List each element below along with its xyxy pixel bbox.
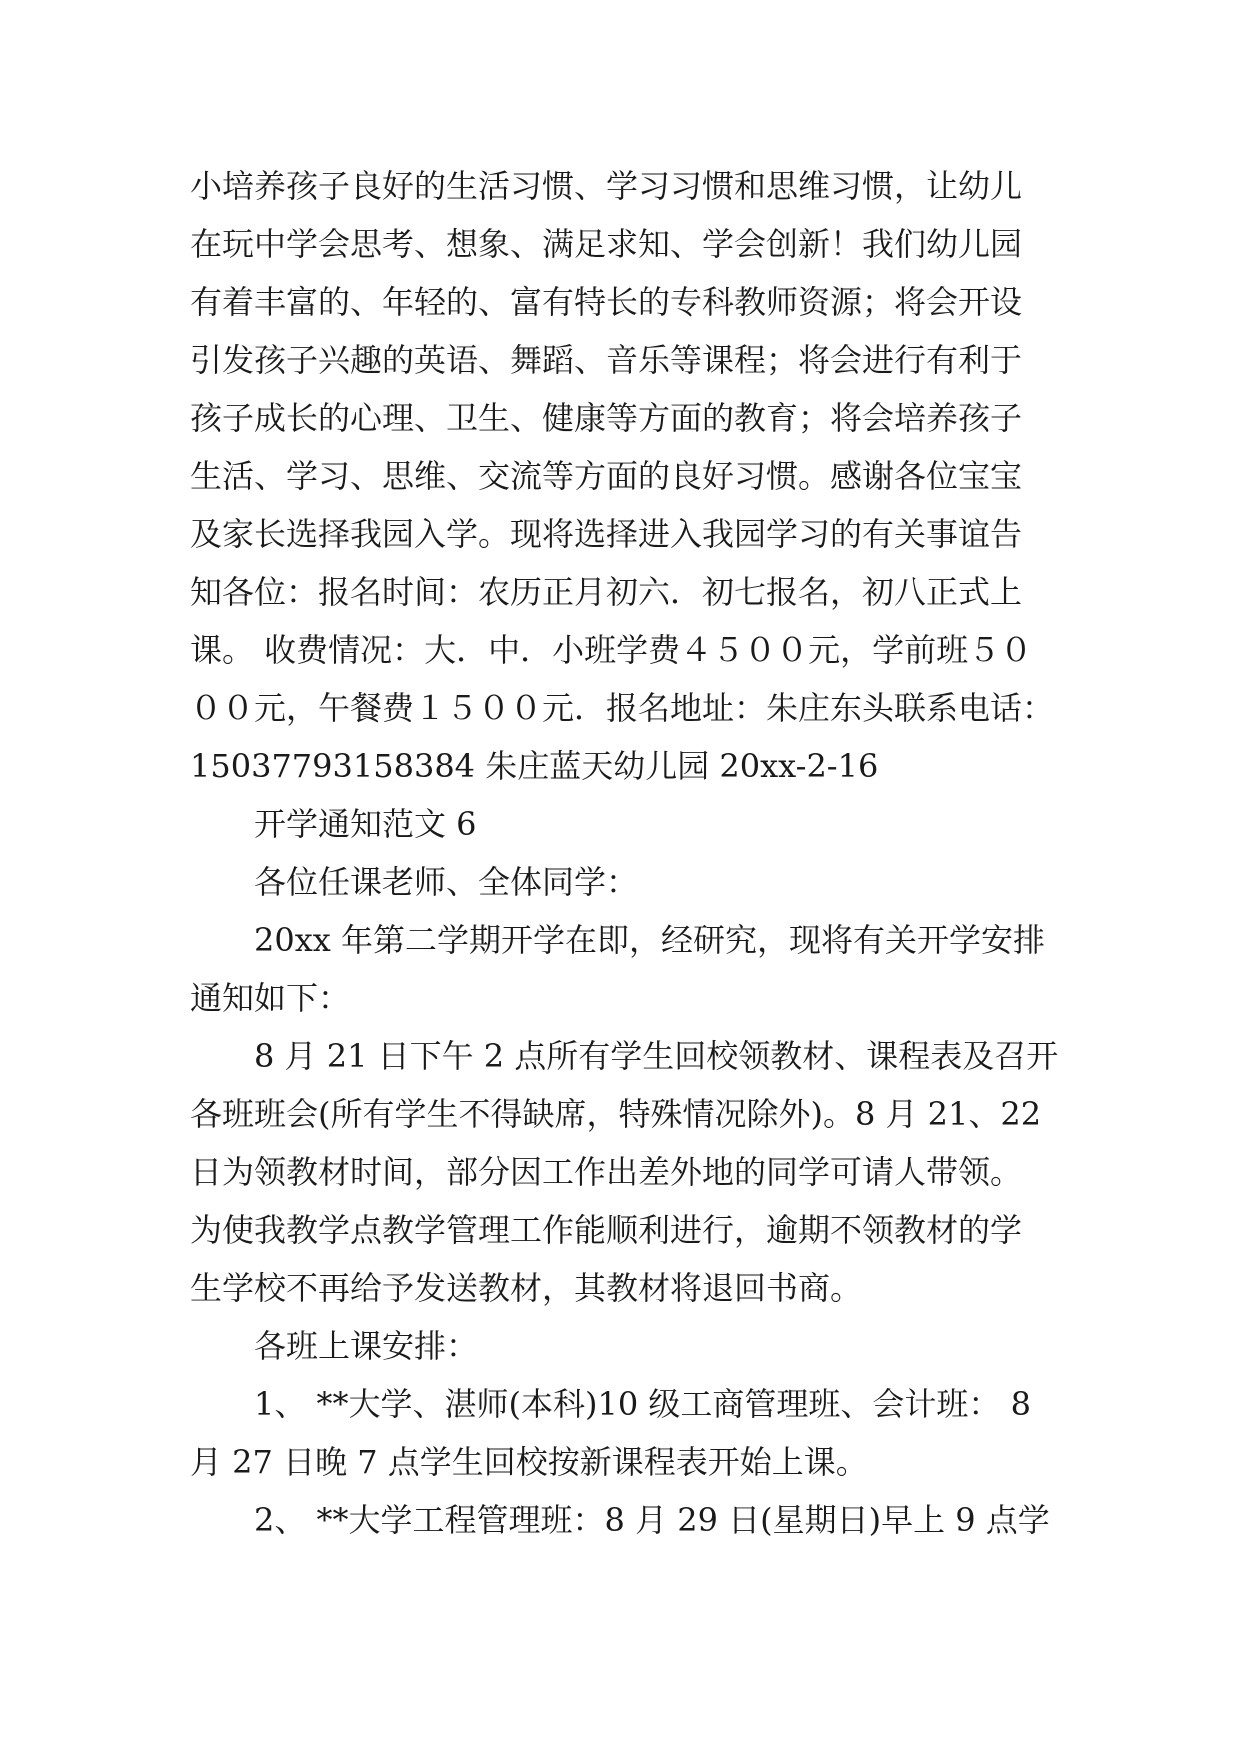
paragraph-line: 在玩中学会思考、想象、满足求知、学会创新！我们幼儿园	[190, 225, 1023, 263]
list-item: 1、 **大学、湛师(本科)10 级工商管理班、会计班： 8	[254, 1385, 1031, 1423]
list-item: 2、 **大学工程管理班：8 月 29 日(星期日)早上 9 点学	[254, 1501, 1050, 1539]
paragraph-line: 有着丰富的、年轻的、富有特长的专科教师资源；将会开设	[190, 283, 1023, 321]
paragraph-line: 生活、学习、思维、交流等方面的良好习惯。感谢各位宝宝	[190, 457, 1023, 495]
paragraph-line: 生学校不再给予发送教材，其教材将退回书商。	[190, 1269, 863, 1307]
paragraph-line: 8 月 21 日下午 2 点所有学生回校领教材、课程表及召开	[254, 1037, 1059, 1075]
list-item-continuation: 月 27 日晚 7 点学生回校按新课程表开始上课。	[190, 1443, 868, 1481]
paragraph-line: ００元，午餐费１５００元．报名地址：朱庄东头联系电话：	[190, 689, 1055, 727]
salutation: 各位任课老师、全体同学：	[254, 863, 639, 901]
paragraph-line: 及家长选择我园入学。现将选择进入我园学习的有关事谊告	[190, 515, 1023, 553]
paragraph-line: 通知如下：	[190, 979, 351, 1017]
paragraph-line: 日为领教材时间，部分因工作出差外地的同学可请人带领。	[190, 1153, 1023, 1191]
paragraph-line: 各班班会(所有学生不得缺席，特殊情况除外)。8 月 21、22	[190, 1095, 1042, 1133]
subheading: 各班上课安排：	[254, 1327, 479, 1365]
paragraph-line: 为使我教学点教学管理工作能顺利进行，逾期不领教材的学	[190, 1211, 1023, 1249]
paragraph-line: 课。 收费情况：大．中．小班学费４５００元，学前班５０	[190, 631, 1033, 669]
paragraph-line: 知各位：报名时间：农历正月初六．初七报名，初八正式上	[190, 573, 1023, 611]
paragraph-line: 15037793158384 朱庄蓝天幼儿园 20xx-2-16	[190, 747, 879, 785]
paragraph-line: 引发孩子兴趣的英语、舞蹈、音乐等课程；将会进行有利于	[190, 341, 1023, 379]
paragraph-line: 小培养孩子良好的生活习惯、学习习惯和思维习惯，让幼儿	[190, 167, 1023, 205]
paragraph-line: 孩子成长的心理、卫生、健康等方面的教育；将会培养孩子	[190, 399, 1023, 437]
paragraph-line: 20xx 年第二学期开学在即，经研究，现将有关开学安排	[254, 921, 1045, 959]
section-heading: 开学通知范文 6	[254, 805, 477, 843]
